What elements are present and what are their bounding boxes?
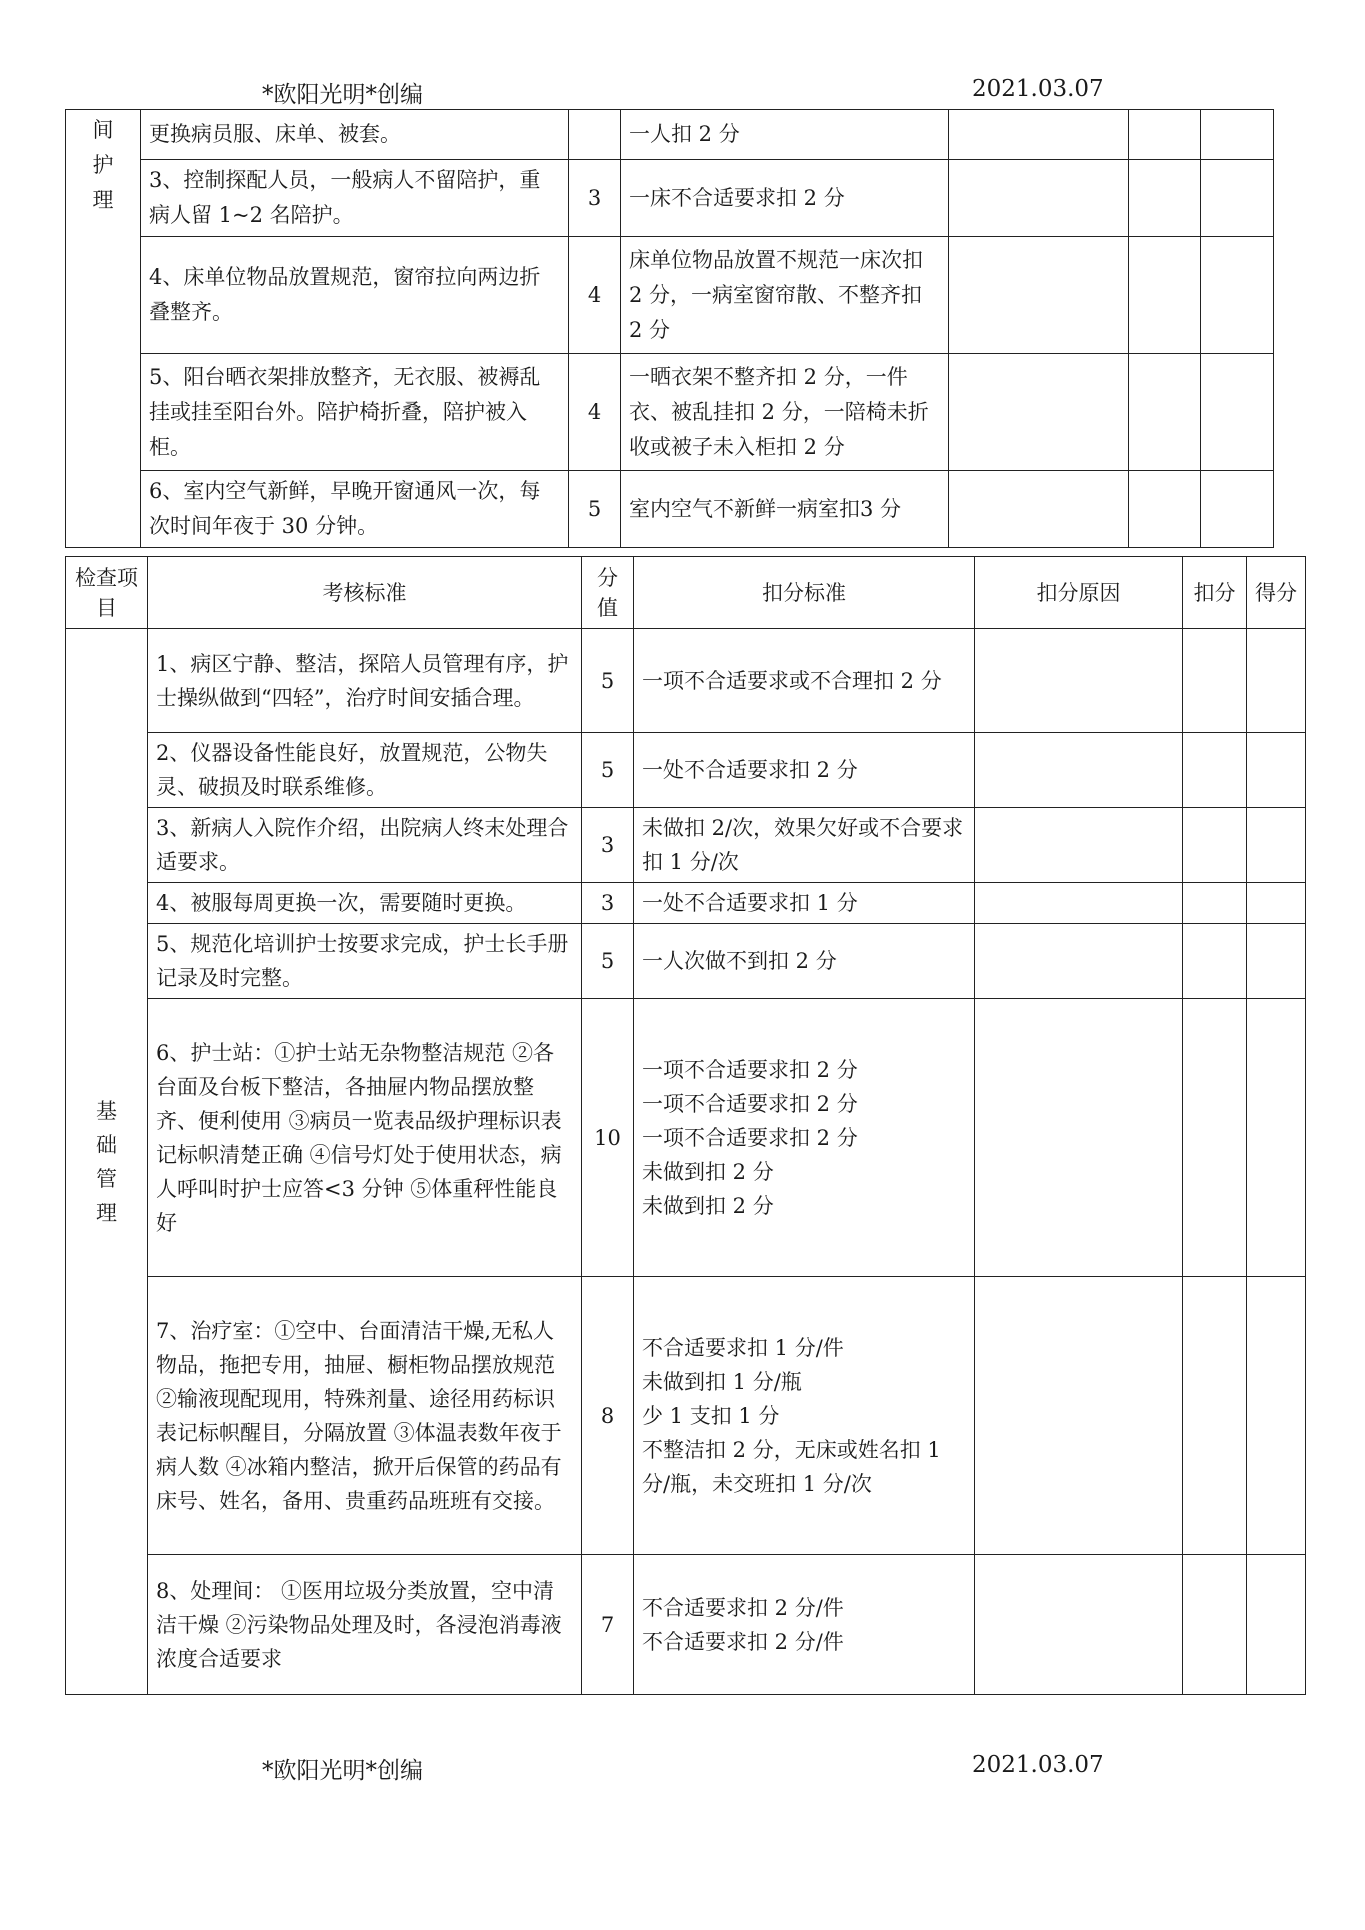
deducted-cell [1129, 471, 1201, 548]
final-cell [1247, 1277, 1306, 1555]
deduction-line: 一项不合适要求扣 2 分 [642, 1125, 858, 1150]
table-row [66, 999, 1306, 1277]
reason-cell [975, 883, 1183, 924]
header-row [66, 557, 1306, 629]
standard-cell: 6、室内空气新鲜，早晚开窗通风一次，每次时间年夜于 30 分钟。 [141, 471, 569, 548]
standard-cell: 5、规范化培训护士按要求完成，护士长手册记录及时完整。 [148, 924, 582, 999]
deducted-cell [1129, 160, 1201, 237]
header-deducted: 扣分 [1183, 557, 1247, 629]
deducted-cell [1183, 733, 1247, 808]
deduction-line: 未做扣 2/次，效果欠好或不合要求扣 1 分/次 [642, 816, 964, 874]
score-cell: 5 [582, 733, 634, 808]
deduction-cell [634, 1555, 975, 1695]
score-cell: 4 [569, 237, 621, 354]
deduction-line: 一处不合适要求扣 2 分 [642, 758, 858, 782]
header-author: *欧阳光明*创编 [262, 82, 423, 108]
deducted-cell [1129, 354, 1201, 471]
standard-cell: 3、控制探配人员，一般病人不留陪护，重病人留 1~2 名陪护。 [141, 160, 569, 237]
deduction-cell [634, 733, 975, 808]
final-cell [1201, 237, 1274, 354]
deducted-cell [1129, 237, 1201, 354]
reason-cell [975, 1277, 1183, 1555]
deducted-cell [1183, 1277, 1247, 1555]
deduction-cell: 床单位物品放置不规范一床次扣 2 分，一病室窗帘散、不整齐扣 2 分 [621, 237, 949, 354]
header-item: 检查项目 [66, 557, 148, 629]
deducted-cell [1183, 1555, 1247, 1695]
deducted-cell [1183, 629, 1247, 733]
table-row [66, 110, 1274, 160]
deduction-cell [634, 883, 975, 924]
header-standard: 考核标准 [148, 557, 582, 629]
header-final: 得分 [1247, 557, 1306, 629]
final-cell [1201, 160, 1274, 237]
deduction-line: 一人次做不到扣 2 分 [642, 949, 837, 973]
main-table [65, 556, 1306, 1695]
final-cell [1247, 629, 1306, 733]
footer-date: 2021.03.07 [972, 1752, 1104, 1778]
score-cell: 5 [582, 629, 634, 733]
deduction-cell [634, 999, 975, 1277]
reason-cell [975, 924, 1183, 999]
table-row [66, 883, 1306, 924]
score-cell: 10 [582, 999, 634, 1277]
score-cell: 3 [569, 160, 621, 237]
deduction-line: 一项不合适要求或不合理扣 2 分 [642, 668, 942, 693]
deduction-line: 一项不合适要求扣 2 分 [642, 1091, 858, 1116]
table-row [66, 733, 1306, 808]
table-row [66, 1555, 1306, 1695]
reason-cell [949, 471, 1129, 548]
deduction-cell: 一床不合适要求扣 2 分 [621, 160, 949, 237]
standard-cell: 1、病区宁静、整洁，探陪人员管理有序，护士操纵做到“四轻”，治疗时间安插合理。 [148, 629, 582, 733]
reason-cell [975, 733, 1183, 808]
deducted-cell [1129, 110, 1201, 160]
deducted-cell [1183, 883, 1247, 924]
standard-cell: 更换病员服、床单、被套。 [141, 110, 569, 160]
score-cell: 7 [582, 1555, 634, 1695]
standard-cell: 4、被服每周更换一次，需要随时更换。 [148, 883, 582, 924]
score-cell: 5 [582, 924, 634, 999]
final-cell [1247, 999, 1306, 1277]
top-table [65, 109, 1274, 548]
reason-cell [949, 354, 1129, 471]
deducted-cell [1183, 924, 1247, 999]
table-row [66, 629, 1306, 733]
score-cell: 3 [582, 808, 634, 883]
reason-cell [949, 110, 1129, 160]
deduction-line: 未做到扣 2 分 [642, 1193, 774, 1218]
final-cell [1201, 110, 1274, 160]
standard-cell: 5、阳台晒衣架排放整齐，无衣服、被褥乱挂或挂至阳台外。陪护椅折叠，陪护被入柜。 [141, 354, 569, 471]
final-cell [1201, 471, 1274, 548]
score-cell: 3 [582, 883, 634, 924]
deduction-cell [634, 808, 975, 883]
deduction-line: 未做到扣 1 分/瓶 [642, 1369, 802, 1394]
final-cell [1247, 733, 1306, 808]
final-cell [1247, 1555, 1306, 1695]
score-cell: 4 [569, 354, 621, 471]
header-score: 分值 [582, 557, 634, 629]
deduction-line: 不合适要求扣 2 分/件 [642, 1595, 844, 1620]
standard-cell: 8、处理间： ①医用垃圾分类放置，空中清洁干燥 ②污染物品处理及时，各浸泡消毒液浓度合适要求 [148, 1555, 582, 1695]
footer-author: *欧阳光明*创编 [262, 1758, 423, 1784]
reason-cell [949, 160, 1129, 237]
table-row [66, 924, 1306, 999]
deduction-line: 少 1 支扣 1 分 [642, 1403, 780, 1428]
deduction-cell [634, 1277, 975, 1555]
deduction-line: 不合适要求扣 1 分/件 [642, 1335, 844, 1360]
reason-cell [975, 808, 1183, 883]
deducted-cell [1183, 999, 1247, 1277]
deducted-cell [1183, 808, 1247, 883]
header-deduction: 扣分标准 [634, 557, 975, 629]
deduction-line: 一处不合适要求扣 1 分 [642, 891, 858, 915]
category-cell: 间 护 理 [66, 110, 141, 548]
table-row [66, 471, 1274, 548]
deduction-line: 不整洁扣 2 分，无床或姓名扣 1 分/瓶，未交班扣 1 分/次 [642, 1437, 941, 1496]
table-row [66, 160, 1274, 237]
deduction-cell: 一晒衣架不整齐扣 2 分，一件衣、被乱挂扣 2 分，一陪椅未折收或被子未入柜扣 2 分 [621, 354, 949, 471]
score-cell: 8 [582, 1277, 634, 1555]
deduction-cell [634, 924, 975, 999]
table-row [66, 1277, 1306, 1555]
standard-cell: 6、护士站：①护士站无杂物整洁规范 ②各台面及台板下整洁，各抽屉内物品摆放整齐、便利使用 ③病员一览表品级护理标识表记标帜清楚正确 ④信号灯处于使用状态，病人呼叫时护士应答<3 分钟 ⑤体重秤性能良好 [148, 999, 582, 1277]
reason-cell [975, 629, 1183, 733]
standard-cell: 3、新病人入院作介绍，出院病人终末处理合适要求。 [148, 808, 582, 883]
deduction-cell: 一人扣 2 分 [621, 110, 949, 160]
final-cell [1201, 354, 1274, 471]
standard-cell: 2、仪器设备性能良好，放置规范，公物失灵、破损及时联系维修。 [148, 733, 582, 808]
reason-cell [975, 1555, 1183, 1695]
category-cell: 基 础 管 理 [66, 629, 148, 1695]
score-cell [569, 110, 621, 160]
table-row [66, 808, 1306, 883]
final-cell [1247, 808, 1306, 883]
header-reason: 扣分原因 [975, 557, 1183, 629]
standard-cell: 4、床单位物品放置规范，窗帘拉向两边折叠整齐。 [141, 237, 569, 354]
reason-cell [949, 237, 1129, 354]
score-cell: 5 [569, 471, 621, 548]
deduction-line: 一项不合适要求扣 2 分 [642, 1057, 858, 1082]
header-date: 2021.03.07 [972, 76, 1104, 102]
final-cell [1247, 883, 1306, 924]
final-cell [1247, 924, 1306, 999]
table-row [66, 237, 1274, 354]
deduction-cell [634, 629, 975, 733]
table-row [66, 354, 1274, 471]
deduction-line: 未做到扣 2 分 [642, 1159, 774, 1184]
reason-cell [975, 999, 1183, 1277]
deduction-line: 不合适要求扣 2 分/件 [642, 1629, 844, 1654]
deduction-cell: 室内空气不新鲜一病室扣3 分 [621, 471, 949, 548]
standard-cell: 7、治疗室：①空中、台面清洁干燥,无私人物品，拖把专用，抽屉、橱柜物品摆放规范 ②输液现配现用，特殊剂量、途径用药标识表记标帜醒目，分隔放置 ③体温表数年夜于病人数 ④冰箱内整洁，掀开后保管的药品有床号、姓名，备用、贵重药品班班有交接。 [148, 1277, 582, 1555]
